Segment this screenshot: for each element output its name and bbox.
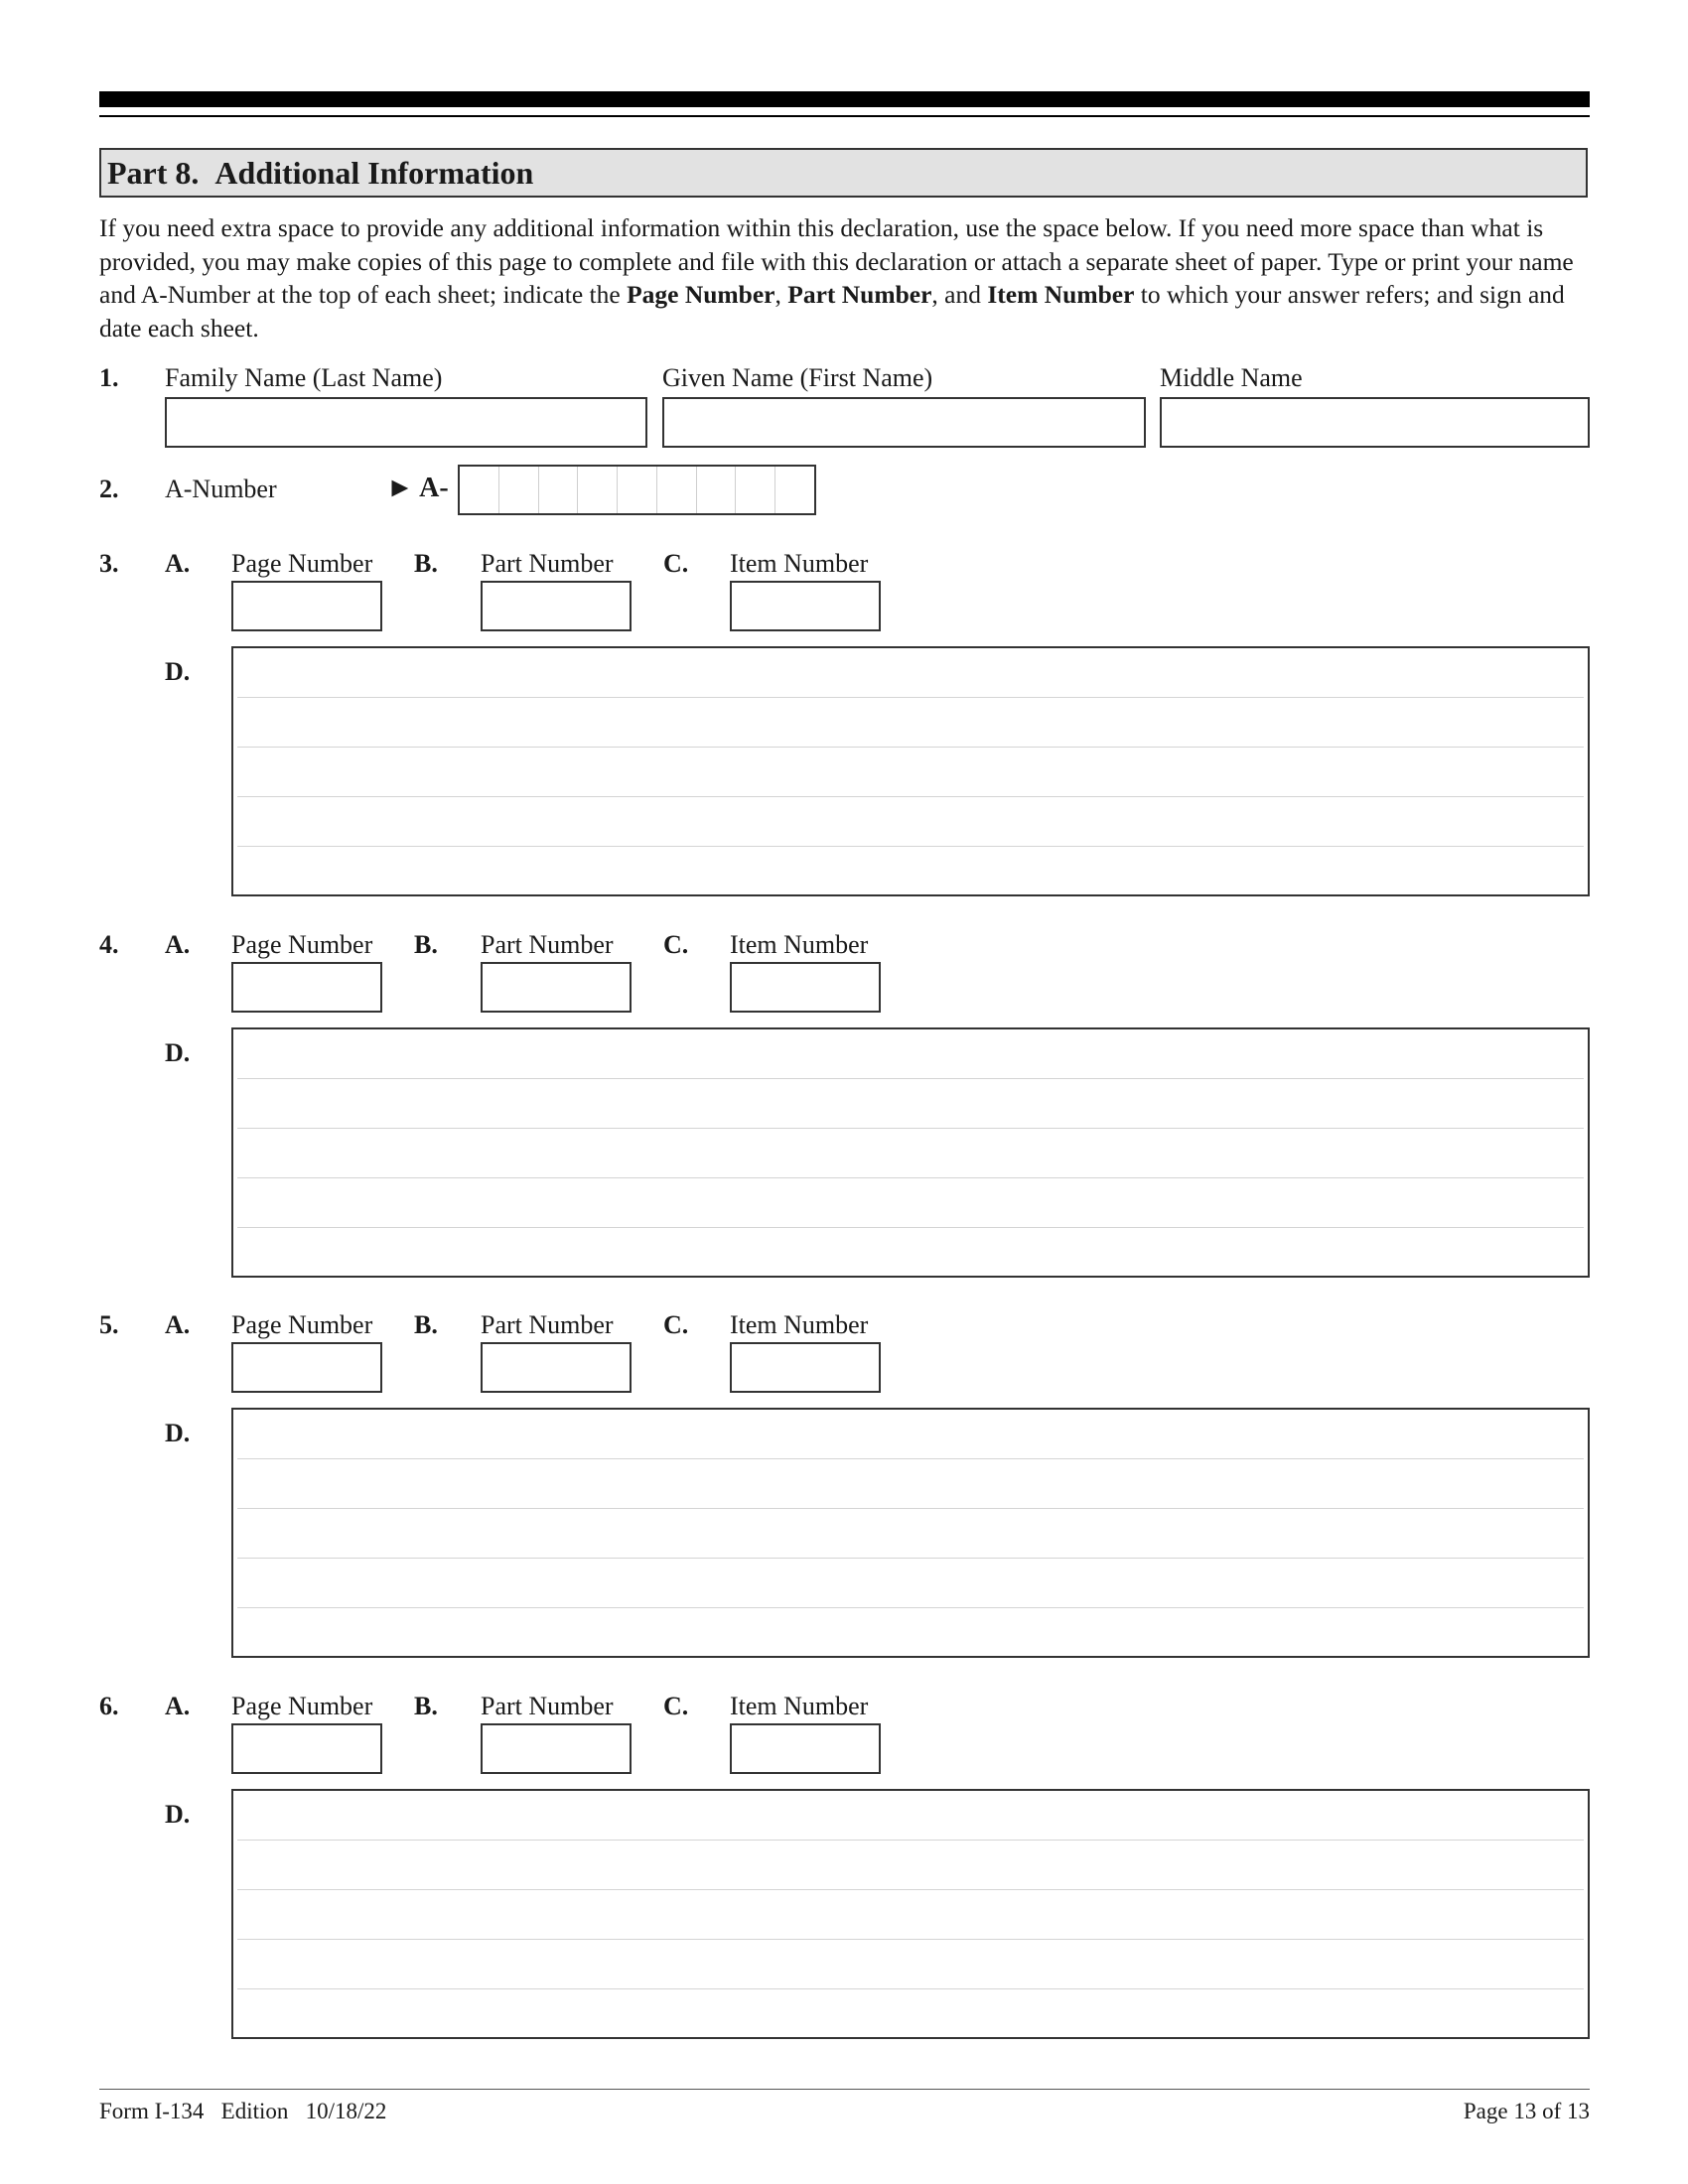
item-2-number: 2. <box>99 475 119 503</box>
instructions-paragraph: If you need extra space to provide any additional information within this declaration, use the space below. If you need more space than what is provided, you may make copies of this page to complete and file with this declaration or attach a separate sheet of paper. Type or print your name and A-Number at the top of each sheet; indicate the Page Number, Part Number, and Item Number to which your answer refers; and sign and date each sheet. <box>99 213 1574 342</box>
item-3-item-number-label: Item Number <box>730 549 869 578</box>
writing-line <box>237 796 1584 797</box>
writing-line <box>237 1508 1584 1509</box>
item-6-number: 6. <box>99 1692 119 1720</box>
a-number-label: A-Number <box>165 475 277 503</box>
a-number-prefix: ► A- <box>386 473 449 503</box>
a-number-digit-cell <box>499 467 539 513</box>
item-5d-letter: D. <box>165 1419 191 1447</box>
top-thick-rule <box>99 91 1590 107</box>
page-indicator: Page 13 of 13 <box>1463 2099 1590 2123</box>
part-header <box>99 148 1588 198</box>
a-number-digit-cell <box>578 467 618 513</box>
item-4-part-number-field[interactable] <box>481 962 632 1013</box>
writing-line <box>237 1607 1584 1608</box>
writing-line <box>237 747 1584 748</box>
writing-line <box>237 1458 1584 1459</box>
item-3d-letter: D. <box>165 657 191 686</box>
item-6-additional-info-textarea[interactable] <box>231 1789 1590 2039</box>
item-6-part-number-field[interactable] <box>481 1723 632 1774</box>
family-name-field[interactable] <box>165 397 647 448</box>
item-5-number: 5. <box>99 1310 119 1339</box>
item-3b-letter: B. <box>414 549 438 578</box>
item-4b-letter: B. <box>414 930 438 959</box>
writing-line <box>237 1227 1584 1228</box>
item-4-additional-info-textarea[interactable] <box>231 1027 1590 1278</box>
item-6-part-number-label: Part Number <box>481 1692 614 1720</box>
writing-line <box>237 1840 1584 1841</box>
item-3-page-number-label: Page Number <box>231 549 373 578</box>
item-5-page-number-label: Page Number <box>231 1310 373 1339</box>
item-3-page-number-field[interactable] <box>231 581 382 631</box>
item-6-page-number-field[interactable] <box>231 1723 382 1774</box>
item-5-item-number-field[interactable] <box>730 1342 881 1393</box>
writing-line <box>237 697 1584 698</box>
item-5-part-number-label: Part Number <box>481 1310 614 1339</box>
item-6-page-number-label: Page Number <box>231 1692 373 1720</box>
form-name: Form I-134 <box>99 2099 205 2123</box>
item-3-part-number-label: Part Number <box>481 549 614 578</box>
item-5-item-number-label: Item Number <box>730 1310 869 1339</box>
writing-line <box>237 1177 1584 1178</box>
a-number-digit-cell <box>460 467 499 513</box>
item-4-page-number-label: Page Number <box>231 930 373 959</box>
item-6b-letter: B. <box>414 1692 438 1720</box>
item-3-number: 3. <box>99 549 119 578</box>
a-number-digit-cell <box>539 467 579 513</box>
item-6-item-number-label: Item Number <box>730 1692 869 1720</box>
item-4-item-number-field[interactable] <box>730 962 881 1013</box>
writing-line <box>237 1939 1584 1940</box>
edition-date: 10/18/22 <box>305 2099 387 2123</box>
item-5-additional-info-textarea[interactable] <box>231 1408 1590 1658</box>
item-5a-letter: A. <box>165 1310 191 1339</box>
item-1-number: 1. <box>99 363 119 392</box>
item-3c-letter: C. <box>663 549 689 578</box>
a-number-digit-cell <box>657 467 697 513</box>
footer-form-id <box>99 2099 386 2124</box>
writing-line <box>237 846 1584 847</box>
item-3-additional-info-textarea[interactable] <box>231 646 1590 896</box>
part-title: Additional Information <box>214 154 534 191</box>
item-5b-letter: B. <box>414 1310 438 1339</box>
item-6a-letter: A. <box>165 1692 191 1720</box>
a-number-digit-cell <box>697 467 737 513</box>
given-name-field[interactable] <box>662 397 1146 448</box>
item-4-part-number-label: Part Number <box>481 930 614 959</box>
middle-name-label: Middle Name <box>1160 363 1303 392</box>
writing-line <box>237 1988 1584 1989</box>
writing-line <box>237 1078 1584 1079</box>
item-5-page-number-field[interactable] <box>231 1342 382 1393</box>
item-4-number: 4. <box>99 930 119 959</box>
item-4c-letter: C. <box>663 930 689 959</box>
top-thin-rule <box>99 115 1590 117</box>
item-6c-letter: C. <box>663 1692 689 1720</box>
given-name-label: Given Name (First Name) <box>662 363 933 392</box>
part-number: Part 8. <box>107 154 200 191</box>
item-6-item-number-field[interactable] <box>730 1723 881 1774</box>
item-3-part-number-field[interactable] <box>481 581 632 631</box>
footer-rule <box>99 2089 1590 2090</box>
writing-line <box>237 1128 1584 1129</box>
item-4a-letter: A. <box>165 930 191 959</box>
middle-name-field[interactable] <box>1160 397 1590 448</box>
item-6d-letter: D. <box>165 1800 191 1829</box>
a-number-field[interactable] <box>458 465 816 515</box>
item-4-item-number-label: Item Number <box>730 930 869 959</box>
writing-line <box>237 1889 1584 1890</box>
a-number-digit-cell <box>618 467 657 513</box>
item-5-part-number-field[interactable] <box>481 1342 632 1393</box>
item-4d-letter: D. <box>165 1038 191 1067</box>
edition-label: Edition <box>220 2099 289 2123</box>
a-number-digit-cell <box>736 467 775 513</box>
a-number-digit-cell <box>775 467 814 513</box>
item-3a-letter: A. <box>165 549 191 578</box>
family-name-label: Family Name (Last Name) <box>165 363 443 392</box>
writing-line <box>237 1558 1584 1559</box>
item-3-item-number-field[interactable] <box>730 581 881 631</box>
item-5c-letter: C. <box>663 1310 689 1339</box>
item-4-page-number-field[interactable] <box>231 962 382 1013</box>
